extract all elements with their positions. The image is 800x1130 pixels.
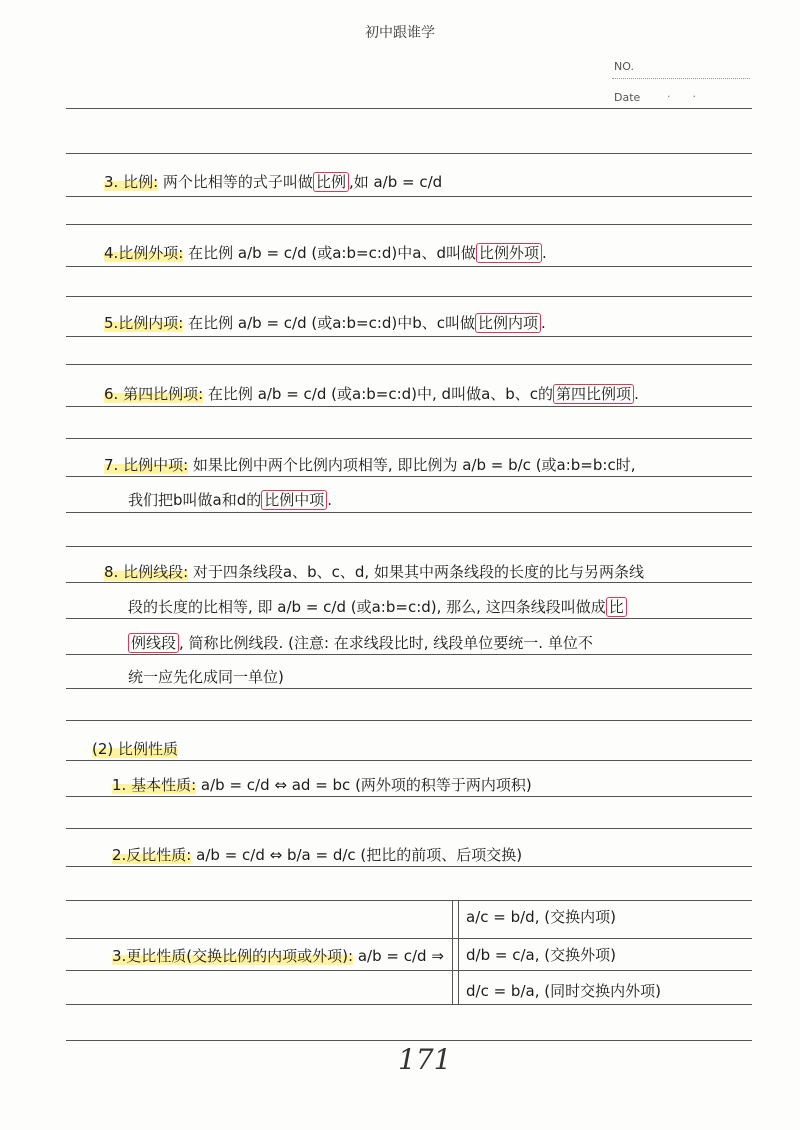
property-3-text: a/b = c/d ⇒ <box>357 947 444 965</box>
rule-line <box>66 1040 752 1041</box>
item-8-line-2 <box>128 597 800 617</box>
item-4-label: 4.比例外项: <box>104 244 184 262</box>
rule-line <box>66 938 752 939</box>
item-7-label: 7. 比例中项: <box>104 456 189 474</box>
item-4-tail: . <box>541 244 547 262</box>
rule-line <box>66 760 752 761</box>
item-7-tail: . <box>327 491 333 509</box>
rule-line <box>66 654 752 655</box>
item-7-line-1 <box>104 455 794 475</box>
no-dotted-line <box>612 78 750 79</box>
rule-line <box>66 582 752 583</box>
item-6-tail: . <box>634 385 639 403</box>
item-6 <box>104 384 794 404</box>
item-5-label: 5.比例内项: <box>104 314 184 332</box>
property-3 <box>112 946 452 966</box>
item-3-term: 比例 <box>313 172 349 192</box>
rule-line <box>66 546 752 547</box>
rule-line <box>66 224 752 225</box>
property-3-result-1: a/c = b/d, (交换内项) <box>466 908 616 926</box>
item-3-tail: ,如 a/b = c/d <box>348 173 443 191</box>
page-header-title: 初中跟谁学 <box>365 25 435 41</box>
item-8-text-2: 段的长度的比相等, 即 a/b = c/d (或a:b=c:d), 那么, 这四条线段叫做成 <box>128 598 606 616</box>
item-5 <box>104 313 794 333</box>
rule-line <box>66 796 752 797</box>
rule-line <box>66 336 752 337</box>
property-1-text: a/b = c/d ⇔ ad = bc (两外项的积等于两内项积) <box>200 776 532 794</box>
property-2-label: 2.反比性质: <box>112 846 192 864</box>
item-8-line-1 <box>104 562 794 582</box>
rule-line <box>66 900 752 901</box>
rule-line <box>66 1004 752 1005</box>
item-4-text: 在比例 a/b = c/d (或a:b=c:d)中a、d叫做 <box>188 244 476 262</box>
item-6-label: 6. 第四比例项: <box>104 385 204 403</box>
property-3-result-2: d/b = c/a, (交换外项) <box>466 946 616 964</box>
property-2 <box>112 845 800 865</box>
property-3-result-3: d/c = b/a, (同时交换内外项) <box>466 982 661 1000</box>
item-7-text: 如果比例中两个比例内项相等, 即比例为 a/b = b/c (或a:b=b:c时, <box>192 456 636 474</box>
item-4-term: 比例外项 <box>476 243 542 263</box>
item-3-text: 两个比相等的式子叫做 <box>162 173 313 191</box>
property-3-divider <box>452 900 453 1004</box>
rule-line <box>66 618 752 619</box>
date-label: Date <box>614 91 641 104</box>
rule-line <box>66 196 752 197</box>
item-5-text: 在比例 a/b = c/d (或a:b=c:d)中b、c叫做 <box>188 314 476 332</box>
rule-line <box>66 438 752 439</box>
rule-line <box>66 266 752 267</box>
item-8-text: 对于四条线段a、b、c、d, 如果其中两条线段的长度的比与另两条线 <box>192 563 644 581</box>
rule-line <box>66 866 752 867</box>
item-3 <box>104 172 794 192</box>
item-8-term-part1: 比 <box>606 597 627 617</box>
rule-line <box>66 828 752 829</box>
item-5-term: 比例内项 <box>475 313 541 333</box>
rule-line <box>66 153 752 154</box>
item-8-line-3 <box>128 633 800 653</box>
item-5-tail: . <box>541 314 546 332</box>
item-8-label: 8. 比例线段: <box>104 563 189 581</box>
date-dots: ·· <box>667 90 718 103</box>
property-2-text: a/b = c/d ⇔ b/a = d/c (把比的前项、后项交换) <box>196 846 523 864</box>
no-label: NO. <box>614 60 634 73</box>
property-3-divider-2 <box>458 900 459 1004</box>
item-8-line-4 <box>128 667 800 687</box>
rule-line <box>66 688 752 689</box>
property-1 <box>112 775 800 795</box>
item-6-text: 在比例 a/b = c/d (或a:b=c:d)中, d叫做a、b、c的 <box>207 385 554 403</box>
rule-line <box>66 720 752 721</box>
rule-line <box>66 296 752 297</box>
rule-line <box>66 364 752 365</box>
rule-line <box>66 476 752 477</box>
item-8-term-part2: 例线段 <box>128 633 179 653</box>
rule-line <box>66 406 752 407</box>
item-8-text-4: 统一应先化成同一单位) <box>128 668 284 686</box>
rule-line <box>66 108 752 109</box>
item-4 <box>104 243 794 263</box>
property-3-label: 3.更比性质(交换比例的内项或外项): <box>112 947 354 965</box>
property-1-label: 1. 基本性质: <box>112 776 197 794</box>
item-7-line-2 <box>128 490 800 510</box>
section-2-heading-text: (2) 比例性质 <box>92 740 179 758</box>
section-2-heading <box>92 739 782 759</box>
item-8-text-3: , 简称比例线段. (注意: 在求线段比时, 线段单位要统一. 单位不 <box>179 634 593 652</box>
item-3-label: 3. 比例: <box>104 173 159 191</box>
rule-line <box>66 970 752 971</box>
item-7-term: 比例中项 <box>261 490 327 510</box>
item-6-term: 第四比例项 <box>553 384 634 404</box>
page-number: 171 <box>398 1043 452 1076</box>
rule-line <box>66 512 752 513</box>
item-7-text-2: 我们把b叫做a和d的 <box>128 491 262 509</box>
